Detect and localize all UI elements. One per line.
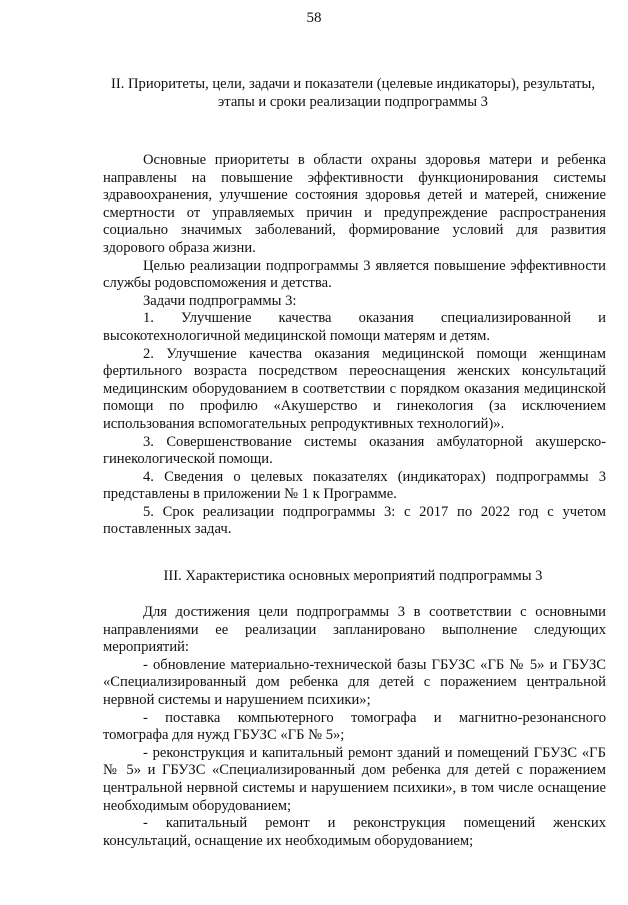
measure-3-paragraph: - реконструкция и капитальный ремонт зданий и помещений ГБУЗС «ГБ № 5» и ГБУЗС «Специализированный дом ребенка для детей с поражением центральной нервной системы и нарушением психики», в том числе оснащение необходимым оборудованием;	[103, 744, 606, 814]
measure-4-paragraph: - капитальный ремонт и реконструкция помещений женских консультаций, оснащение их необходимым оборудованием;	[103, 815, 606, 849]
measures-intro-paragraph: Для достижения цели подпрограммы 3 в соответствии с основными направлениями ее реализации запланировано выполнение следующих мероприятий:	[103, 604, 606, 656]
page-number: 58	[306, 10, 322, 26]
section-2-body	[103, 152, 606, 539]
tasks-heading-paragraph: Задачи подпрограммы 3:	[143, 292, 297, 309]
task-3-paragraph: 3. Совершенствование системы оказания амбулаторной акушерско-гинекологической помощи.	[103, 433, 606, 468]
task-4-paragraph: 4. Сведения о целевых показателях (индикаторах) подпрограммы 3 представлены в приложении № 1 к Программе.	[103, 468, 606, 503]
section-3-body	[103, 604, 606, 850]
task-2-paragraph: 2. Улучшение качества оказания медицинской помощи женщинам фертильного возраста посредством переоснащения женских консультаций медицинским оборудованием в соответствии с порядком оказания медицинской помощи по профилю «Акушерство и гинекология (за исключением использования вспомогательных репродуктивных технологий)».	[103, 345, 606, 432]
task-5-paragraph: 5. Срок реализации подпрограммы 3: с 2017 по 2022 год с учетом поставленных задач.	[103, 503, 606, 538]
task-1-paragraph: 1. Улучшение качества оказания специализированной и высокотехнологичной медицинской помощи матерям и детям.	[103, 310, 606, 344]
section-2-title: II. Приоритеты, цели, задачи и показатели (целевые индикаторы), результаты, этапы и сроки реализации подпрограммы 3	[110, 76, 596, 110]
goal-paragraph: Целью реализации подпрограммы 3 является повышение эффективности службы родовспоможения и детства.	[103, 257, 606, 292]
measure-1-paragraph: - обновление материально-технической базы ГБУЗС «ГБ № 5» и ГБУЗС «Специализированный дом ребенка для детей с поражением центральной нервной системы и нарушением психики»;	[103, 656, 606, 708]
priorities-paragraph: Основные приоритеты в области охраны здоровья матери и ребенка направлены на повышение эффективности функционирования системы здравоохранения, улучшение состояния здоровья детей и матерей, снижение смертности от управляемых причин и предупреждение распространения социально значимых заболеваний, формирование условий для развития здорового образа жизни.	[103, 152, 606, 256]
section-3-title: III. Характеристика основных мероприятий подпрограммы 3	[163, 568, 543, 584]
measure-2-paragraph: - поставка компьютерного томографа и магнитно-резонансного томографа для нужд ГБУЗС «ГБ № 5»;	[103, 709, 606, 744]
